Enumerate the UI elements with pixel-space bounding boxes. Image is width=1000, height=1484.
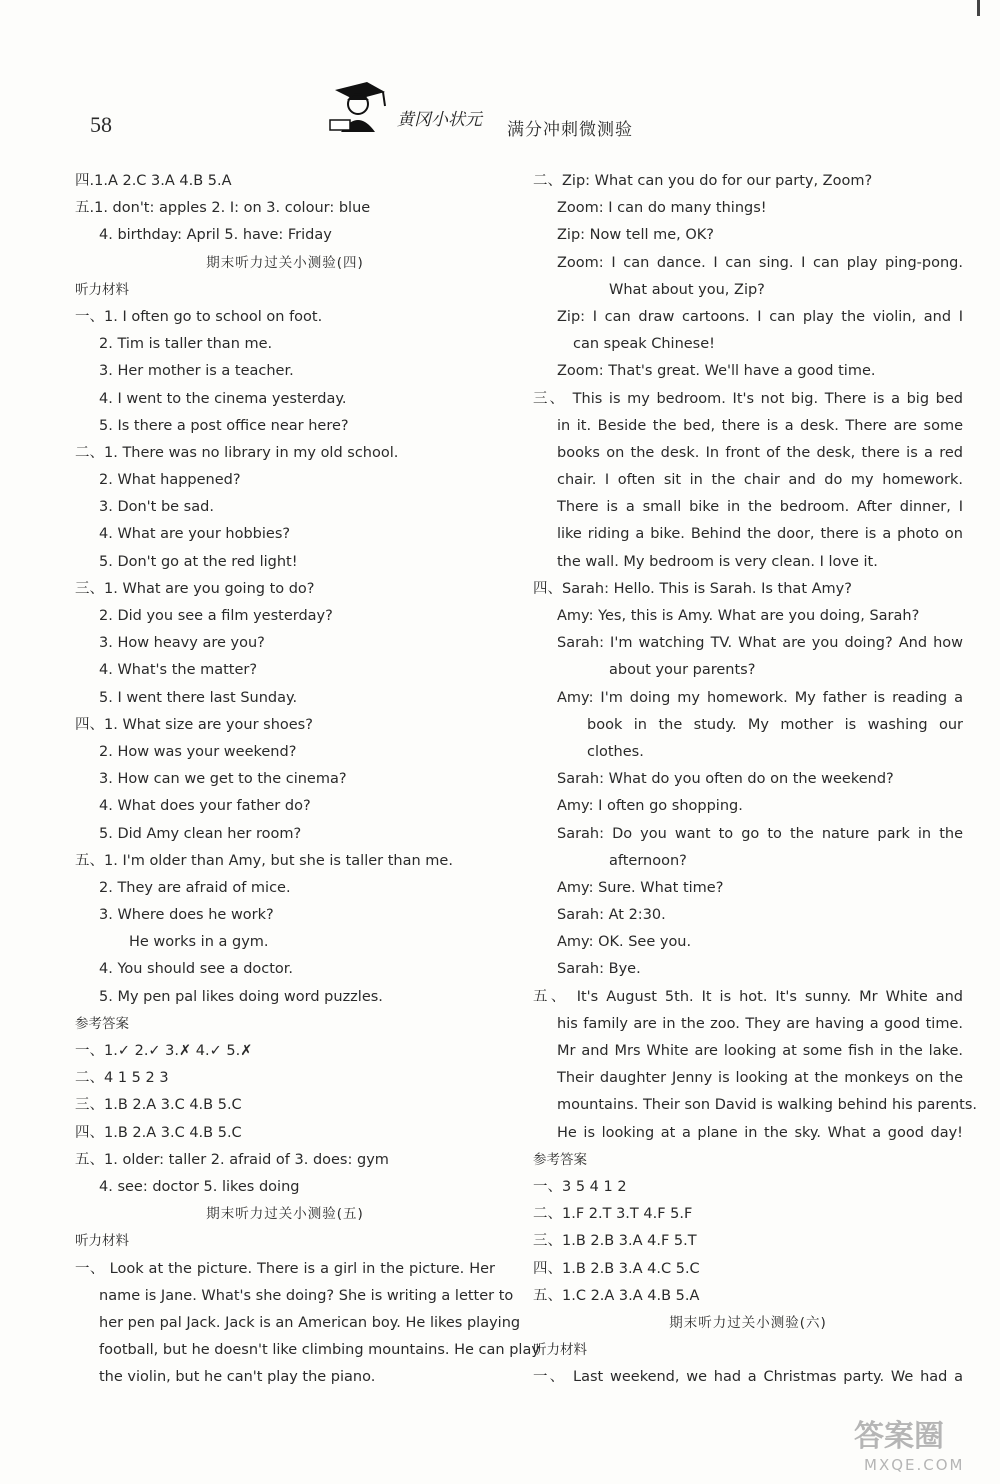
passage-line: the wall. My bedroom is very clean. I love it. [557,553,878,570]
listening-line: 4. What's the matter? [99,662,258,679]
answer-line: 五.1. don't: apples 2. I: on 3. colour: blue [75,200,371,217]
dialogue-line: Sarah: Do you want to go to the nature park in the [557,825,963,842]
section-heading: 期末听力过关小测验(五) [206,1206,364,1223]
listening-line: 2. Did you see a film yesterday? [99,608,333,624]
passage-line: There is a small bike in the bedroom. After dinner, I [557,499,963,516]
dialogue-line: Sarah: Bye. [557,961,641,978]
dialogue-line: can speak Chinese! [573,336,715,353]
listening-line: 2. How was your weekend? [99,743,297,760]
dialogue-line: book in the study. My mother is washing our [587,716,963,733]
dialogue-line: Amy: I'm doing my homework. My father is reading a [557,689,963,706]
listening-line: 2. What happened? [99,472,241,489]
answer-line: 4. see: doctor 5. likes doing [99,1178,300,1195]
left-column [75,168,540,1391]
passage-line: his family are in the zoo. They are having a good time. [557,1015,963,1032]
dialogue-line: Amy: Sure. What time? [557,879,724,896]
listening-line: 5. Did Amy clean her room? [99,825,302,842]
answer-line: 四、1.B 2.A 3.C 4.B 5.C [75,1124,242,1141]
dialogue-line: 四、Sarah: Hello. This is Sarah. Is that Amy? [533,580,852,597]
section-label: 参考答案 [75,1015,129,1032]
answer-line: 三、1.B 2.A 3.C 4.B 5.C [75,1097,242,1114]
dialogue-line: Zip: Now tell me, OK? [557,227,715,244]
passage-line: her pen pal Jack. Jack is an American boy. He likes playing [99,1314,521,1331]
listening-line: 5. I went there last Sunday. [99,689,298,706]
listening-line: 5. Is there a post office near here? [99,417,349,434]
section-label: 听力材料 [75,1233,129,1250]
listening-line: 3. How heavy are you? [99,635,265,652]
listening-line: 3. Don't be sad. [99,499,214,516]
passage-line: He is looking at a plane in the sky. What a good day! [557,1124,963,1141]
watermark-logo [842,1408,992,1478]
passage-line: like riding a bike. Behind the door, there is a photo on [557,526,963,543]
svg-text:答案圈: 答案圈 [854,1419,944,1454]
passage-line: Their daughter Jenny is looking at the monkeys on the [557,1070,963,1087]
svg-text:黄冈小状元: 黄冈小状元 [397,110,482,130]
answer-line: 一、3 5 4 1 2 [533,1178,627,1195]
listening-line: 四、1. What size are your shoes? [75,716,313,733]
listening-line: 二、1. There was no library in my old school. [75,444,399,461]
listening-line: 一、1. I often go to school on foot. [75,308,323,325]
answer-line: 五、1. older: taller 2. afraid of 3. does: gym [75,1151,389,1168]
answer-line: 4. birthday: April 5. have: Friday [99,227,332,244]
passage-line: in it. Beside the bed, there is a desk. There are some [557,417,963,434]
passage-line: the violin, but he can't play the piano. [99,1369,376,1386]
edge-mark [977,0,980,16]
listening-line: 3. Where does he work? [99,907,274,924]
passage-line: chair. I often sit in the chair and do my homework. [557,472,963,489]
passage-line: name is Jane. What's she doing? She is writing a letter to [99,1287,514,1304]
listening-line: 4. What are your hobbies? [99,526,291,543]
passage-line: football, but he doesn't like climbing mountains. He can play [99,1342,540,1359]
dialogue-line: Amy: Yes, this is Amy. What are you doing, Sarah? [557,608,920,624]
dialogue-line: afternoon? [609,852,687,869]
dialogue-line: Zip: I can draw cartoons. I can play the violin, and I [557,308,963,325]
dialogue-line: Sarah: At 2:30. [557,907,666,924]
dialogue-line: 二、Zip: What can you do for our party, Zoom? [533,173,873,189]
dialogue-line: Sarah: I'm watching TV. What are you doing? And how [557,635,963,652]
passage-line: 五、 It's August 5th. It is hot. It's sunny. Mr White and [533,988,963,1005]
answer-line: 四.1.A 2.C 3.A 4.B 5.A [75,173,232,189]
answer-line: 五、1.C 2.A 3.A 4.B 5.A [533,1287,700,1304]
dialogue-line: about your parents? [609,662,756,679]
listening-line: 2. They are afraid of mice. [99,879,291,896]
passage-line: 三、 This is my bedroom. It's not big. There is a big bed [533,390,963,407]
answer-line: 四、1.B 2.B 3.A 4.C 5.C [533,1260,700,1277]
dialogue-line: Amy: I often go shopping. [557,798,743,815]
listening-line: 2. Tim is taller than me. [99,336,273,353]
dialogue-line: Zoom: I can dance. I can sing. I can play ping-pong. [557,254,963,271]
listening-line: 五、1. I'm older than Amy, but she is taller than me. [75,852,453,869]
passage-line: books on the desk. In front of the desk, there is a red [557,444,963,461]
page-number: 58 [90,112,112,137]
listening-line: 4. You should see a doctor. [99,961,294,978]
passage-line: mountains. Their son David is walking behind his parents. [557,1097,978,1114]
dialogue-line: Zoom: That's great. We'll have a good time. [557,363,876,380]
answer-line: 三、1.B 2.B 3.A 4.F 5.T [533,1233,697,1250]
section-label: 听力材料 [75,281,129,298]
listening-line: 5. Don't go at the red light! [99,553,298,570]
dialogue-line: Amy: OK. See you. [557,934,692,951]
listening-line: 5. My pen pal likes doing word puzzles. [99,988,383,1005]
section-label: 听力材料 [533,1342,587,1359]
listening-line: 3. Her mother is a teacher. [99,363,294,380]
dialogue-line: What about you, Zip? [609,281,765,298]
listening-line: 4. I went to the cinema yesterday. [99,390,347,407]
listening-line: 3. How can we get to the cinema? [99,771,347,788]
svg-text:MXQE.COM: MXQE.COM [864,1456,965,1474]
listening-line: 4. What does your father do? [99,798,311,815]
page-header-title: 满分冲刺微测验 [507,120,633,140]
answer-line: 二、4 1 5 2 3 [75,1070,169,1087]
section-heading: 期末听力过关小测验(四) [206,254,364,271]
answer-line: 一、1.✓ 2.✓ 3.✗ 4.✓ 5.✗ [75,1043,253,1059]
answer-line: 二、1.F 2.T 3.T 4.F 5.F [533,1206,693,1223]
passage-line: 一、 Last weekend, we had a Christmas party. We had a [533,1369,963,1386]
section-heading: 期末听力过关小测验(六) [669,1314,827,1331]
dialogue-line: Zoom: I can do many things! [557,200,767,217]
passage-line: 一、 Look at the picture. There is a girl in the picture. Her [75,1260,495,1277]
listening-line: 三、1. What are you going to do? [75,580,315,597]
section-label: 参考答案 [533,1151,587,1168]
right-column [533,168,978,1391]
dialogue-line: Sarah: What do you often do on the weekend? [557,771,894,788]
book-logo [325,80,495,138]
listening-line: He works in a gym. [129,934,269,951]
passage-line: Mr and Mrs White are looking at some fish in the lake. [557,1043,963,1059]
dialogue-line: clothes. [587,743,644,760]
